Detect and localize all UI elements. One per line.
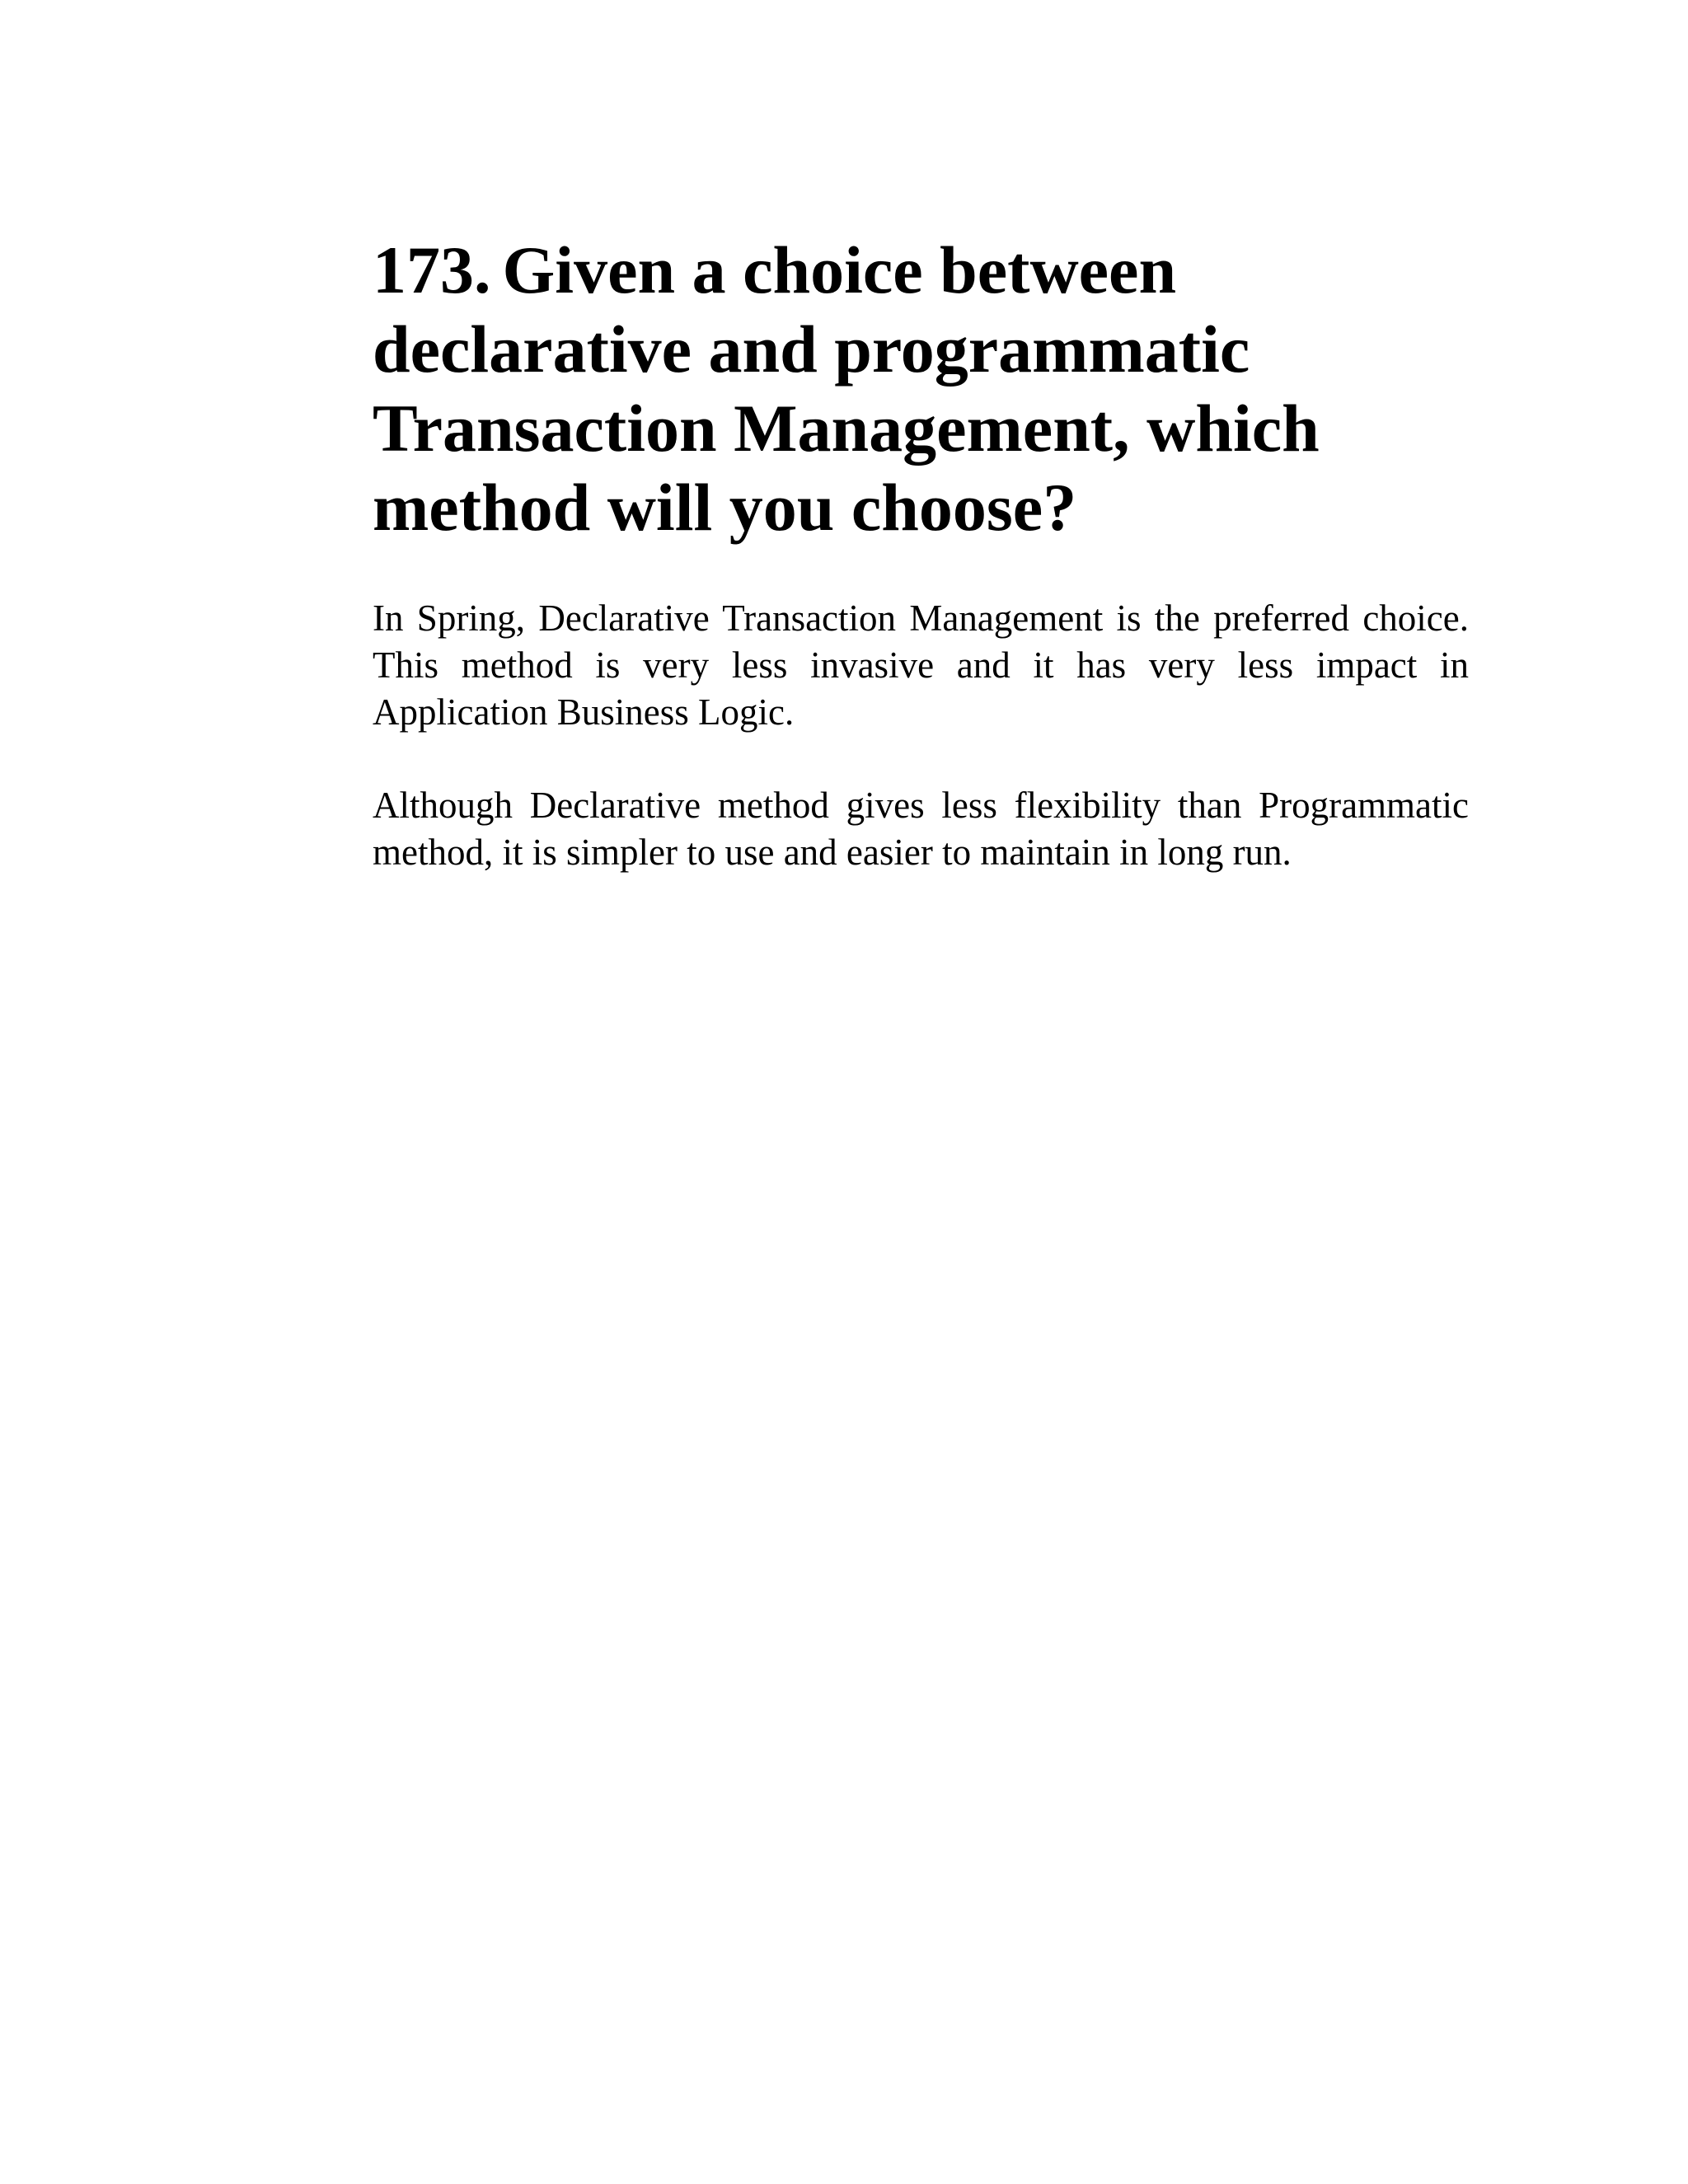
question-section [373,231,1469,876]
question-title: Given a choice between declarative and programmatic Transaction Management, which method will you choose? [373,232,1320,545]
answer-paragraph-2: Although Declarative method gives less flexibility than Programmatic method, it is simpler to use and easier to maintain in long run. [373,785,1469,873]
question-heading [373,231,1469,547]
question-number: 173. [373,232,491,307]
answer-paragraph-1: In Spring, Declarative Transaction Management is the preferred choice. This method is very less invasive and it has very less impact in Application Business Logic. [373,598,1469,733]
